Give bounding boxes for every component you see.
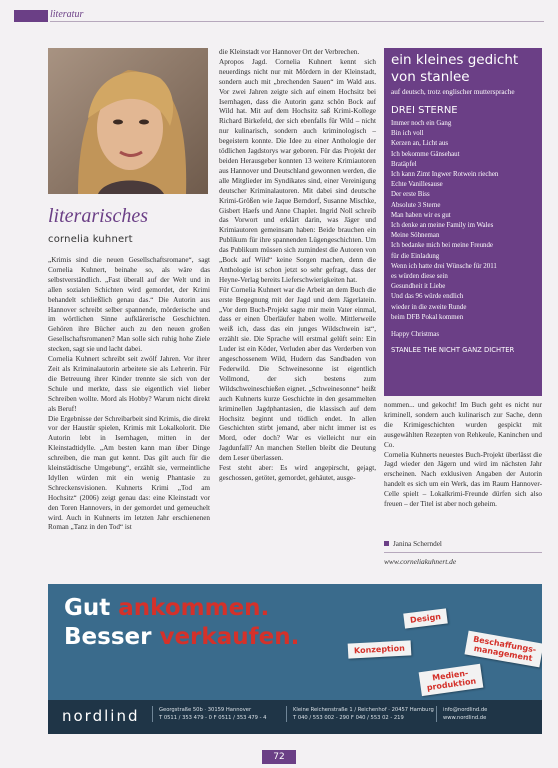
section-rule [50, 21, 544, 22]
ad-footer [48, 700, 542, 734]
credit-name: Janina Scherndel [393, 540, 442, 548]
poem-closing: Happy Christmas [391, 331, 440, 339]
ad-address-hannover: Georgstraße 50b · 30159 Hannover T 0511 / 353 479 - 0 F 0511 / 353 479 - 4 [152, 706, 266, 722]
credit-rule [384, 552, 542, 553]
poem-signature: STANLEE THE NICHT GANZ DICHTER [391, 346, 515, 355]
poem-heading: DREI STERNE [391, 105, 458, 116]
article-author: cornelia kuhnert [48, 234, 133, 245]
poem-text: Immer noch ein Gang Bin ich voll Kerzen an, Licht aus Ich bekomme Gänsehaut Bratäpfel Ich kann Zimt Ingwer Rotwein riechen Echte Vanillesause Der erste Biss Absolute 3 Sterne Man haben wir es gut Ich denke an meine Family im Wales Meine Söhneman Ich bedanke mich bei meine Freunde für die Einladung Wenn ich hatte drei Wünsche für 2011 es würden diese sein Gesundheit it Liebe Und das 96 würde endlich wieder in die zweite Runde beim DFB Pokal kommen [391, 120, 499, 321]
poem-sidebar [384, 48, 542, 396]
article-column-2: die Kleinstadt vor Hannover Ort der Verbrechen. Apropos Jagd. Cornelia Kuhnert kennt sich neuerdings nicht nur mit Mördern in der Kleinstadt, sondern auch mit „brechenden Sauen“ im Wald aus. Vor zwei Jahren zeigte sich auf einem Hochsitz bei Isernhagen, dass die Autorin ganz schön Bock auf Wild hat. Mit auf dem Hochsitz saß Krimi-Kollege Richard Birkefeld, der sich ebenfalls für Wild – nicht nur kulinarisch, sondern auch kriminologisch – begeistern konnte. Die Idee zu einer Anthologie der tödlichen Jagdstorys war geboren. Für das Projekt der beiden Herausgeber konnten 13 weitere Krimiautoren aus Hannover und Deutschland gewonnen werden, die alle Mitglieder im Syndikates sind, einer Vereinigung deutscher Kriminalautoren. Mit dabei sind deutsche Krimi-Größen wie Jaque Berndorf, Susanne Mischke, Gisbert Haefs und Anne Chaplet. Ingrid Noll schreib das Vorwort und erklärt darin, was Jäger und Krimiautoren gemeinsam haben: Beide brauchen ein Publikum für ihre spannenden Lügengeschichten. Um das Publikum müssen sich zumindest die Autoren von „Bock auf Wild“ keine Sorgen machen, denn die Anthologie ist schon jetzt so sehr gefragt, dass der Heyne-Verlag bereits Lieferschwierigkeiten hat. Für Cornelia Kuhnert war die Arbeit an dem Buch die erste Begegnung mit der Jagd und dem Jägerlatein. „Vor dem Buch-Projekt sagte mir mein Vater einmal, dass er einen Überläufer haben wolle. Mittlerweile weiß ich, dass das ein junges Wildschwein ist“, erzählt sie. Die Sprache will erstmal gelüft sein: Ein Luder ist ein Köder, Verluden aber das Verderben von angeschossenem Wild, Hudern das Sandbaden von Federwild. Die Schweinesonne ist eigentlich Vollmond, der sich bestens zum Wildschweineschießen eignet. „Schweinesonne“ heißt auch Kuhnerts kurze Geschichte in den gesammelten kriminellen Jagdphantasien, die klassisch auf dem Hochsitz beginnt und tödlich endet. In allen Geschichten stirbt jemand, aber nicht immer ist es Mord, oder doch? War es vielleicht nur ein Jagdunfall? An manchen Stellen bleibt die Deutung dem Leser überlassen. Fest steht aber: Es wird angepirscht, gejagt, geschossen, getötet, gemordet, gehäutet, ausge- [219, 48, 376, 482]
article-title: literarisches [48, 205, 148, 227]
author-portrait-image [48, 48, 208, 194]
ad-address-hamburg: Kleine Reichenstraße 1 / Reichenhof · 20457 Hamburg T 040 / 553 002 - 290 F 040 / 553 02 - 219 [286, 706, 434, 722]
author-credit [384, 540, 442, 548]
ad-contact[interactable]: info@nordlind.de www.nordlind.de [436, 706, 487, 722]
ad-tag-beschaffung: Beschaffungs- management [464, 631, 542, 668]
section-label: literatur [50, 9, 84, 20]
article-column-1: „Krimis sind die neuen Gesellschaftsromane“, sagt Cornelia Kuhnert, beinahe so, als wäre das selbstverständlich. „Fast überall auf der Welt und in allen sozialen Schichten wird gemordet, der Krimi behandelt schließlich genau das.“ Die Autorin aus Hannover schreibt selber spannende, mörderische und im wörtlichen Sinne aufklärerische Geschichten. Gehören ihre Bücher auch zu den neuen großen Gesellschaftsromanen? Man solle sich ruhig hohe Ziele stecken, sagt sie und lacht dabei. Cornelia Kuhnert schreibt seit zwölf Jahren. Vor ihrer Zeit als Kriminalautorin arbeitete sie als Lehrerin. Für die Betreuung ihrer Kinder trennte sie sich von der Schule und merkte, dass sie eigentlich viel lieber Schreiben wollte. Mord als Hobby? Warum nicht direkt als Beruf! Die Ergebnisse der Schreibarbeit sind Krimis, die direkt vor der Haustür spielen, Krimis mit Lokalkolorit. Die Autorin lebt in Isernhagen, mitten in der Kleinstadtidylle. „Am besten kann man über Dinge schreiben, die man gut kennt. Das gilt auch für die kleinstädtische Umgebung“, erzählt sie, vermeintliche Idyllen würden mit ein wenig Phantasie zu Schreckensvisionen. Kuhnerts Krimi „Tod am Hochsitz“ (2006) zeigt genau das: eine Kleinstadt vor den Toren Hannovers, in der gemordet und gemeuchelt wird. Auch in Kuhnerts im letzten Jahr erschienenen Roman „Tanz in den Tod“ ist [48, 256, 210, 532]
ad-headline-1 [64, 595, 269, 621]
author-website-link[interactable]: www.corneliakuhnert.de [384, 557, 457, 566]
section-color-bar [14, 10, 48, 22]
credit-square-icon [384, 541, 389, 546]
ad-tag-design: Design [403, 608, 448, 628]
page-number: 72 [262, 750, 296, 764]
ad-headline-2-red: verkaufen. [159, 624, 300, 650]
poem-sidebar-title: ein kleines gedicht von stanlee [391, 52, 519, 85]
article-column-3: nommen... und gekocht! Im Buch geht es nicht nur kriminell, sondern auch kulinarisch zur Sache, denn die Krimigeschichten wurden gespickt mit ausgewählten Rezepten von Rehkeule, Kaninchen und Co. Cornelia Kuhnerts neuestes Buch-Projekt überlässt die Jagd wieder den Jägern und wird im nächsten Jahr erscheinen. Nach exklusiven Angaben der Autorin handelt es sich um ein Werk, das im Raum Hannover-Celle spielt – Lokalkrimi-Freunde dürfen sich also freuen – der Titel ist aber noch geheim. [384, 401, 542, 509]
author-photo [48, 48, 208, 194]
ad-headline-1-white: Gut [64, 595, 111, 621]
ad-headline-1-red: ankommen. [118, 595, 270, 621]
advertisement-banner[interactable] [48, 584, 542, 734]
poem-sidebar-subtitle: auf deutsch, trotz englischer muttersprache [391, 88, 515, 96]
ad-headline-2 [64, 624, 299, 650]
ad-tag-konzeption: Konzeption [348, 640, 412, 658]
ad-tag-medien: Medien- produktion [419, 664, 483, 696]
ad-headline-2-white: Besser [64, 624, 152, 650]
nordlind-logo: nordlind [62, 707, 140, 725]
